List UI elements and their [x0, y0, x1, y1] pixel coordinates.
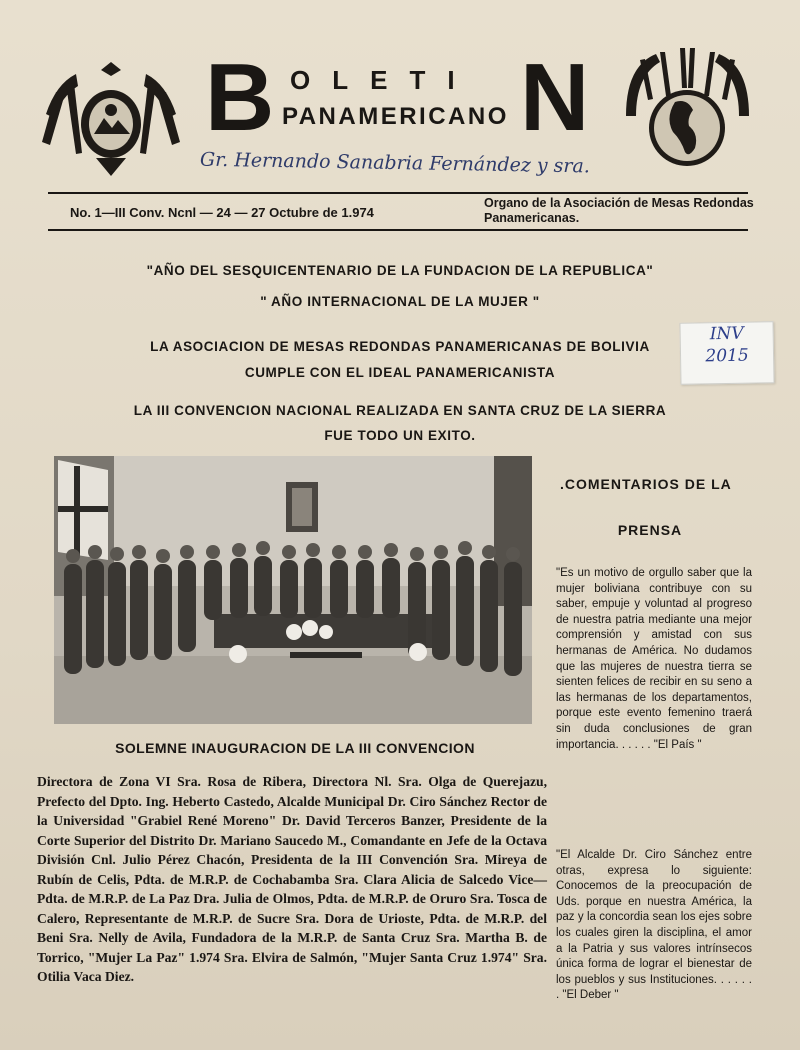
organo-text: Organo de la Asociación de Mesas Redondas Panamericanas. [484, 196, 754, 225]
handwritten-dedication: Gr. Hernando Sanabria Fernández y sra. [199, 148, 591, 178]
bottom-rule [48, 229, 748, 231]
bolivia-coat-of-arms-icon [36, 54, 186, 180]
masthead-oleti: OLETI [290, 65, 477, 95]
inauguration-photo [54, 456, 532, 724]
headline-ideal: CUMPLE CON EL IDEAL PANAMERICANISTA [244, 365, 556, 380]
quote-el-deber: "El Alcalde Dr. Ciro Sánchez entre otras, expresa lo siguiente: Conocemos de la preocupación de Uds. porque en nuestra América, la paz y la concordia sean los ejes sobre los cuales giren la disciplina, el amor a la Patria y sus valores intrínsecos única forma de lograr el bienestar de los pueblos y sus Instituciones. . . . . . . "El Deber " [556, 849, 752, 1002]
photo-caption: SOLEMNE INAUGURACION DE LA III CONVENCION [115, 740, 475, 756]
masthead-letter-b: B [205, 44, 275, 151]
sticker-line-2: 2015 [705, 345, 749, 367]
top-rule [48, 192, 748, 194]
sticker-line-1: INV [709, 323, 744, 345]
attendees-paragraph: Directora de Zona VI Sra. Rosa de Ribera, Directora Nl. Sra. Olga de Querejazu, Prefecto del Dpto. Ing. Heberto Castedo, Alcalde Municipal Dr. Ciro Sánchez Rector de la Universidad "Grabiel René Moreno" Dr. David Terceros Banzer, Presidente de la Corte Superior del Distrito Dr. Mariano Saucedo M., Comandante en Jefe de la Octava División Cnl. Julio Pérez Chacón, Presidenta de la III Convención Sra. Mireya de Rubín de Celis, Pdta. de M.R.P. de Cochabamba Sra. Clara Alicia de Salcedo Vice—Pdta. de M.R.P. de La Paz Dra. Julia de Olmos, Pdta. de M.R.P. de Oruro Sra. Tosca de Calero, Representante de M.R.P. de Sucre Sra. Dora de Urioste, Pdta. de M.R.P. del Beni Sra. Nelly de Avila, Fundadora de la M.R.P. de Santa Cruz Sra. Martha B. de Torrico, "Mujer La Paz" 1.974 Sra. Elvira de Salmón, "Mujer Santa Cruz 1.974" Sra. Otilia Vaca Diez. [37, 774, 547, 984]
headline-convencion: LA III CONVENCION NACIONAL REALIZADA EN SANTA CRUZ DE LA SIERRA [133, 403, 667, 418]
masthead-subtitle: PANAMERICANO [282, 103, 509, 130]
globe-flags-emblem-icon [620, 46, 755, 172]
masthead-letter-n: N [520, 44, 590, 151]
quote-el-pais: "Es un motivo de orgullo saber que la mujer boliviana contribuye con su saber, empuje y voluntad al progreso de nuestra patria mediante una mejor comprensión y amistad con sus hermanas de América. No dudamos que las mujeres de nuestra tierra se sienten felices de recibir en su seno a las hermanas de los departamentos, porque este evento femenino traerá sin duda conclusiones de gran importancia. . . . . . "El País " [556, 567, 752, 751]
headline-anio-mujer: " AÑO INTERNACIONAL DE LA MUJER " [260, 294, 540, 309]
issue-info: No. 1—III Conv. Ncnl — 24 — 27 Octubre de 1.974 [70, 205, 374, 220]
headline-asociacion: LA ASOCIACION DE MESAS REDONDAS PANAMERICANAS DE BOLIVIA [150, 339, 650, 354]
headline-sesquicentenario: "AÑO DEL SESQUICENTENARIO DE LA FUNDACION DE LA REPUBLICA" [146, 263, 654, 278]
press-comments-title-2: PRENSA [617, 522, 683, 538]
headline-exito: FUE TODO UN EXITO. [324, 428, 476, 443]
press-comments-title: .COMENTARIOS DE LA [560, 476, 732, 492]
